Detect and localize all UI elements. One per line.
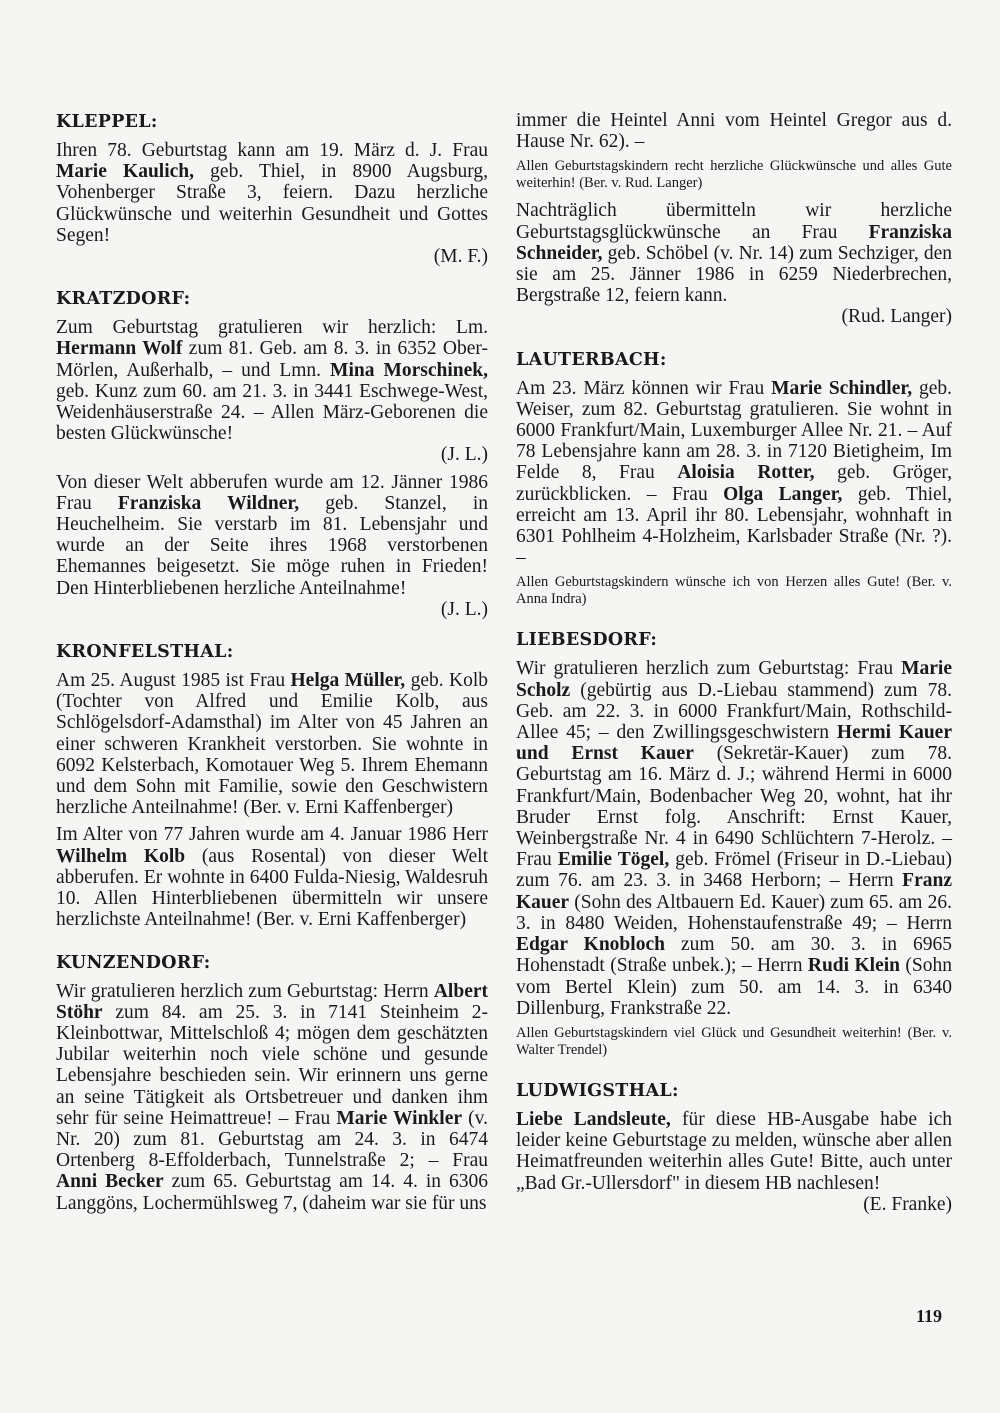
section-kleppel bbox=[56, 110, 488, 267]
section-heading: LUDWIGSTHAL: bbox=[516, 1080, 679, 1101]
paragraph: Von dieser Welt abberufen wurde am 12. Jänner 1986 Frau Franziska Wildner, geb. Stanzel, in Heuchelheim. Sie verstarb im 81. Lebensjahr und wurde an der Seite ihres 1968 verstorbenen Ehemannes beigesetzt. Sie möge ruhen in Frieden! Den Hinterbliebenen herzliche Anteilnahme! (J. L.) bbox=[56, 471, 488, 620]
paragraph: Liebe Landsleute, für diese HB-Ausgabe habe ich leider keine Geburtstage zu melden, wünsche aber allen Heimatfreunden weiterhin alles Gute! Bitte, auch unter „Bad Gr.-Ullersdorf" in diesem HB nachlesen! (E. Franke) bbox=[516, 1108, 953, 1215]
section-heading: LIEBESDORF: bbox=[516, 630, 658, 651]
paragraph-small: Allen Geburtstagskindern wünsche ich von Herzen alles Gute! (Ber. v. Anna Indra) bbox=[516, 574, 952, 608]
paragraph-small: Allen Geburtstagskindern viel Glück und Gesundheit weiterhin! (Ber. v. Walter Trendel) bbox=[516, 1024, 952, 1058]
paragraph: Am 23. März können wir Frau Marie Schindler, geb. Weiser, zum 82. Geburtstag gratulieren. Sie wohnt in 6000 Frankfurt/Main, Luxemburger Allee Nr. 21. – Auf 78 Lebensjahre kann am 28. 3. in 7120 Bietigheim, Im Felde 8, Frau Aloisia Rotter, geb. Gröger, zurückblicken. – Frau Olga Langer, geb. Thiel, erreicht am 13. April ihr 80. Lebensjahr, wohnhaft in 6301 Pohlheim 4-Holzheim, Karlsbader Straße (Nr. ?). – bbox=[516, 377, 952, 569]
section-heading: KRONFELSTHAL: bbox=[56, 642, 234, 663]
left-column bbox=[56, 110, 488, 1234]
section-kratzdorf bbox=[56, 287, 488, 620]
paragraph: Zum Geburtstag gratulieren wir herzlich: Lm. Hermann Wolf zum 81. Geb. am 8. 3. in 6352 Ober-Mörlen, Außerhalb, – und Lmn. Mina Morschinek, geb. Kunz zum 60. am 21. 3. in 3441 Eschwege-West, Weidenhäuserstraße 24. – Allen März-Geborenen die besten Glückwünsche! (J. L.) bbox=[56, 317, 488, 466]
section-heading: KUNZENDORF: bbox=[56, 952, 211, 973]
section-heading: KLEPPEL: bbox=[56, 112, 158, 132]
paragraph-small: Allen Geburtstagskindern recht herzliche Glückwünsche und alles Gute weiterhin! (Ber. v. Rud. Langer) bbox=[516, 158, 952, 192]
section-kunzendorf bbox=[56, 951, 488, 1214]
paragraph: immer die Heintel Anni vom Heintel Gregor aus d. Hause Nr. 62). – bbox=[516, 110, 952, 153]
section-continued bbox=[516, 110, 952, 328]
right-column bbox=[516, 110, 952, 1235]
paragraph: Wir gratulieren herzlich zum Geburtstag: Herrn Albert Stöhr zum 84. am 25. 3. in 7141 Steinheim 2-Kleinbottwar, Mittelschloß 4; mögen dem geschätzten Jubilar weiterhin noch viele schöne und gesunde Lebensjahre beschieden sein. Wir erinnern uns gerne an seine Tätigkeit als Ortsbetreuer und danken ihm sehr für seine Heimattreue! – Frau Marie Winkler (v. Nr. 20) zum 81. Geburtstag am 24. 3. in 6474 Ortenberg 8-Effolderbach, Tunnelstraße 2; – Frau Anni Becker zum 65. Geburtstag am 14. 4. in 6306 Langgöns, Lochermühlsweg 7, (daheim war sie für uns bbox=[56, 980, 489, 1214]
section-heading: KRATZDORF: bbox=[56, 289, 191, 310]
section-kronfelsthal bbox=[56, 640, 488, 930]
paragraph: Ihren 78. Geburtstag kann am 19. März d. J. Frau Marie Kaulich, geb. Thiel, in 8900 Augsburg, Vohenberger Straße 3, feiern. Dazu herzliche Glückwünsche und weiterhin Gesundheit und Gottes Segen! (M. F.) bbox=[56, 140, 489, 268]
paragraph: Am 25. August 1985 ist Frau Helga Müller, geb. Kolb (Tochter von Alfred und Emilie Kolb, aus Schlögelsdorf-Adamsthal) im Alter von 45 Jahren an einer schweren Krankheit verstorben. Sie wohnte in 6092 Kelsterbach, Komotauer Weg 5. Ihrem Ehemann und dem Sohn mit Familie, sowie den Geschwistern herzliche Anteilnahme! (Ber. v. Erni Kaffenberger) bbox=[56, 670, 489, 819]
section-heading: LAUTERBACH: bbox=[516, 349, 667, 370]
paragraph: Wir gratulieren herzlich zum Geburtstag: Frau Marie Scholz (gebürtig aus D.-Liebau stammend) zum 78. Geb. am 22. 3. in 6000 Frankfurt/Main, Rothschild-Allee 45; – den Zwillingsgeschwistern Hermi Kauer und Ernst Kauer (Sekretär-Kauer) zum 78. Geburtstag am 16. März d. J.; während Hermi in 6000 Frankfurt/Main, Bodenbacher Weg 20, wohnt, hat ihr Bruder Ernst folg. Anschrift: Ernst Kauer, Weinbergstraße Nr. 4 in 6490 Schlüchtern 7-Herolz. – Frau Emilie Tögel, geb. Frömel (Friseur in D.-Liebau) zum 76. am 23. 3. in 3468 Herborn; – Herrn Franz Kauer (Sohn des Altbauern Ed. Kauer) zum 65. am 26. 3. in 8480 Weiden, Hohenstaufenstraße 49; – Herrn Edgar Knobloch zum 50. am 30. 3. in 6965 Hohenstadt (Straße unbek.); – Herrn Rudi Klein (Sohn vom Bertel Klein) zum 50. am 14. 3. in 6340 Dillenburg, Frankstraße 22. bbox=[516, 658, 952, 1019]
section-ludwigsthal bbox=[516, 1079, 952, 1215]
page-number: 119 bbox=[916, 1306, 943, 1326]
section-liebesdorf bbox=[516, 628, 952, 1058]
paragraph: Im Alter von 77 Jahren wurde am 4. Januar 1986 Herr Wilhelm Kolb (aus Rosental) von dieser Welt abberufen. Er wohnte in 6400 Fulda-Niesig, Waldesruh 10. Allen Hinterbliebenen übermitteln wir unsere herzlichste Anteilnahme! (Ber. v. Erni Kaffenberger) bbox=[56, 824, 489, 931]
paragraph: Nachträglich übermitteln wir herzliche Geburtstagsglückwünsche an Frau Franziska Schneider, geb. Schöbel (v. Nr. 14) zum Sechziger, den sie am 25. Jänner 1986 in 6259 Niederbrechen, Bergstraße 12, feiern kann. (Rud. Langer) bbox=[516, 200, 952, 328]
section-lauterbach bbox=[516, 348, 952, 609]
